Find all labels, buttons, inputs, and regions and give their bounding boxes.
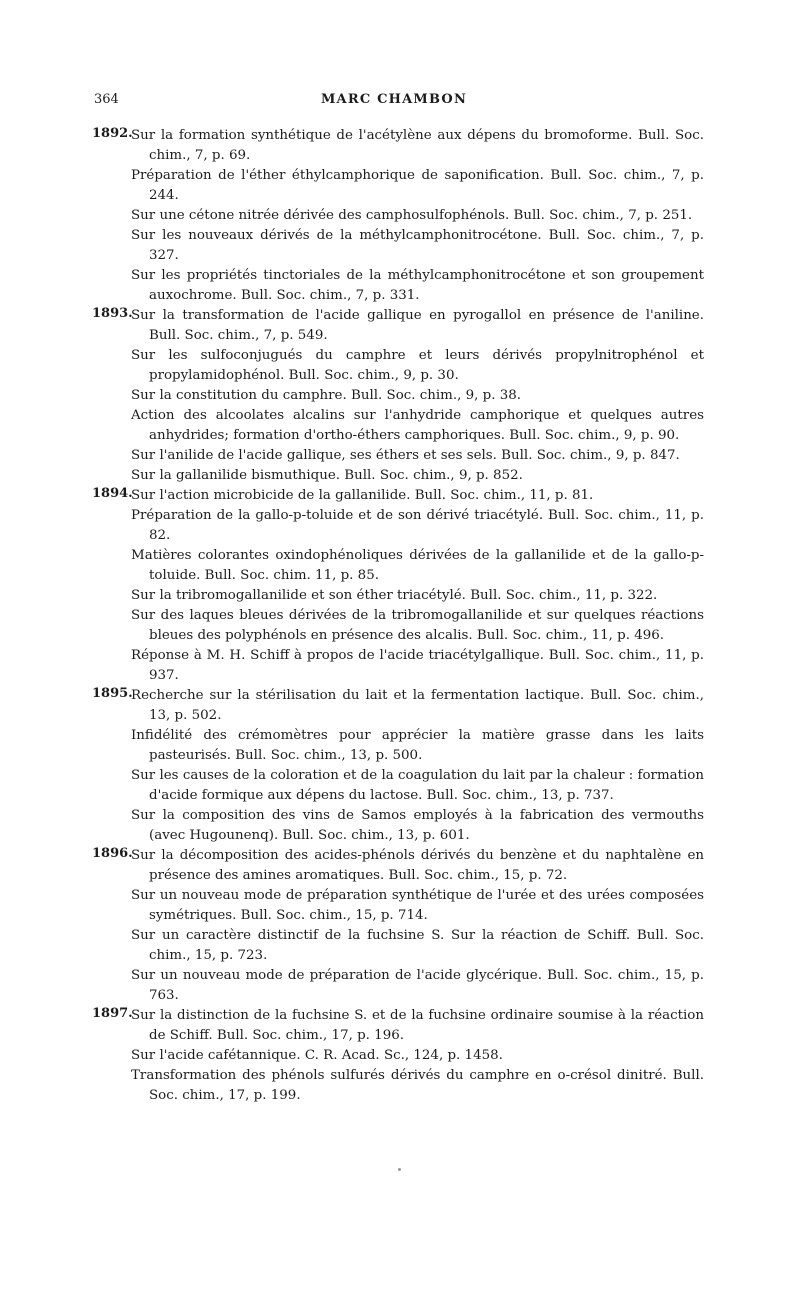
- bibliography-entry: Sur l'action microbicide de la gallanilide. Bull. Soc. chim., 11, p. 81.: [131, 488, 594, 503]
- running-title: MARC CHAMBON: [320, 92, 468, 107]
- bibliography-entry: Sur les sulfoconjugués du camphre et leurs dérivés propylnitrophénol et propylamidophénol. Bull. Soc. chim., 9, p. 30.: [131, 348, 704, 383]
- bibliography-entry: Sur les nouveaux dérivés de la méthylcamphonitrocétone. Bull. Soc. chim., 7, p. 327.: [131, 228, 704, 263]
- bibliography-entry: Recherche sur la stérilisation du lait et la fermentation lactique. Bull. Soc. chim., 13, p. 502.: [131, 688, 704, 723]
- bibliography-entry: Sur un nouveau mode de préparation synthétique de l'urée et des urées composées symétriques. Bull. Soc. chim., 15, p. 714.: [131, 888, 704, 923]
- page-number: 364: [94, 92, 119, 107]
- bibliography-entry: Réponse à M. H. Schiff à propos de l'acide triacétylgallique. Bull. Soc. chim., 11, p. 937.: [131, 648, 704, 683]
- year-label: 1895.: [92, 686, 133, 701]
- year-label: 1893.: [92, 306, 133, 321]
- bibliography-entry: Action des alcoolates alcalins sur l'anhydride camphorique et quelques autres anhydrides; formation d'ortho-éthers camphoriques. Bull. Soc. chim., 9, p. 90.: [131, 408, 704, 443]
- year-group: [94, 1006, 704, 1106]
- bibliography-entry: Sur la tribromogallanilide et son éther triacétylé. Bull. Soc. chim., 11, p. 322.: [131, 588, 658, 603]
- year-group: [94, 306, 704, 486]
- bibliography-entry: Sur la décomposition des acides-phénols dérivés du benzène et du naphtalène en présence des amines aromatiques. Bull. Soc. chim., 15, p. 72.: [131, 848, 704, 883]
- year-label: 1897.: [92, 1006, 133, 1021]
- bibliography-entry: Sur la formation synthétique de l'acétylène aux dépens du bromoforme. Bull. Soc. chim., 7, p. 69.: [131, 128, 704, 163]
- year-label: 1896.: [92, 846, 133, 861]
- year-label: 1894.: [92, 486, 133, 501]
- bibliography-entry: Sur un nouveau mode de préparation de l'acide glycérique. Bull. Soc. chim., 15, p. 763.: [131, 968, 704, 1003]
- page-mark: [398, 1168, 401, 1171]
- bibliography-list: [94, 126, 704, 1106]
- bibliography-entry: Sur l'acide cafétannique. C. R. Acad. Sc., 124, p. 1458.: [131, 1048, 503, 1063]
- bibliography-entry: Sur la composition des vins de Samos employés à la fabrication des vermouths (avec Hugounenq). Bull. Soc. chim., 13, p. 601.: [131, 808, 704, 843]
- page-header: [94, 92, 694, 114]
- bibliography-entry: Matières colorantes oxindophénoliques dérivées de la gallanilide et de la gallo-p-toluide. Bull. Soc. chim. 11, p. 85.: [131, 548, 704, 583]
- bibliography-entry: Sur la constitution du camphre. Bull. Soc. chim., 9, p. 38.: [131, 388, 522, 403]
- bibliography-entry: Infidélité des crémomètres pour apprécier la matière grasse dans les laits pasteurisés. Bull. Soc. chim., 13, p. 500.: [131, 728, 704, 763]
- bibliography-entry: Sur les causes de la coloration et de la coagulation du lait par la chaleur : formation d'acide formique aux dépens du lactose. Bull. Soc. chim., 13, p. 737.: [131, 768, 704, 803]
- bibliography-entry: Sur la gallanilide bismuthique. Bull. Soc. chim., 9, p. 852.: [131, 468, 523, 483]
- bibliography-entry: Sur les propriétés tinctoriales de la méthylcamphonitrocétone et son groupement auxochrome. Bull. Soc. chim., 7, p. 331.: [131, 268, 704, 303]
- bibliography-entry: Sur l'anilide de l'acide gallique, ses éthers et ses sels. Bull. Soc. chim., 9, p. 847.: [131, 448, 680, 463]
- bibliography-entry: Sur un caractère distinctif de la fuchsine S. Sur la réaction de Schiff. Bull. Soc. chim., 15, p. 723.: [131, 928, 704, 963]
- year-group: [94, 686, 704, 846]
- bibliography-entry: Sur une cétone nitrée dérivée des camphosulfophénols. Bull. Soc. chim., 7, p. 251.: [131, 208, 693, 223]
- bibliography-entry: Préparation de la gallo-p-toluide et de son dérivé triacétylé. Bull. Soc. chim., 11, p. 82.: [131, 508, 704, 543]
- year-group: [94, 846, 704, 1006]
- bibliography-entry: Transformation des phénols sulfurés dérivés du camphre en o-crésol dinitré. Bull. Soc. chim., 17, p. 199.: [131, 1068, 704, 1103]
- year-group: [94, 486, 704, 686]
- bibliography-entry: Sur la distinction de la fuchsine S. et de la fuchsine ordinaire soumise à la réaction de Schiff. Bull. Soc. chim., 17, p. 196.: [131, 1008, 704, 1043]
- bibliography-entry: Préparation de l'éther éthylcamphorique de saponification. Bull. Soc. chim., 7, p. 244.: [131, 168, 704, 203]
- bibliography-entry: Sur des laques bleues dérivées de la tribromogallanilide et sur quelques réactions bleues des polyphénols en présence des alcalis. Bull. Soc. chim., 11, p. 496.: [131, 608, 704, 643]
- bibliography-entry: Sur la transformation de l'acide gallique en pyrogallol en présence de l'aniline. Bull. Soc. chim., 7, p. 549.: [131, 308, 704, 343]
- year-group: [94, 126, 704, 306]
- year-label: 1892.: [92, 126, 133, 141]
